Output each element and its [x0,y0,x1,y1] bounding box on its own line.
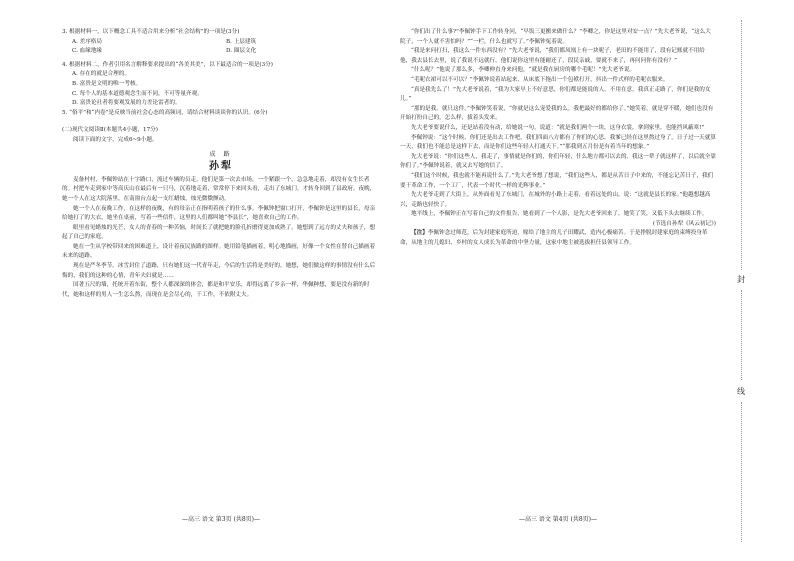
right-paragraph: “我是来问打扫，我这么一件东西没有？”先大老爷说，“我们都凤凰上有一块呢子，老田的不能用了，段有记账就不用给他，我去县长去里，说了我说不远就行，他们说你这里有能耐还了，段民亲戚，要就不来了，再问问你有没有？” [400,48,705,64]
note-text: 李佩钟念过师范，后为封建家庭所迫，嫁给了地主的儿子田耀武，造内心极痛苦。于是挣脱封建家庭的束缚投身革命，从地主的儿媳妇、乡村的女人成长为革命的中坚力量，这家中地主被选拔担任县领导工作。 [400,230,708,247]
binding-dotted-line [741,290,742,380]
q4-stem: 4. 根据材料二，作者引用名言解释要求提出的“各美其美”，以下最适合的一项是(3分) [62,61,273,68]
story-author: 孙犁 [209,161,233,173]
q4-option-b: B. 富贵是文明的唯一考核。 [72,80,142,87]
q3-options-row1 [62,38,380,48]
binding-dotted-line [741,20,742,270]
section-heading: (二)现代文阅读Ⅱ(本题共4小题，17分) [62,127,158,134]
right-column [400,28,716,249]
reading-instruction: 阅读下面的文字，完成6~9小题。 [73,136,158,143]
right-paragraph: 地平线上，李佩钟正在写着自己的文件报告，她看到了一个人影，是先大老爷回来了，她笑了笑，又低下头去继续工作。 [411,211,708,218]
left-paragraph: 麦备村村，李佩钟站在十字路口，流过车辆的员走，他们是第一次去市场，一个紧跟一个，急急地走着，却没有女生长者的。村把车走到家中等高庆山在最后有一只马，沉着地走着，常常停下来回头看，走出了东城门，才转身回到了县政府。夜晚，她一个人在这大院落里，在南窗台点起一支红蜡烛，烛光微微颤动。 [62,176,376,202]
binding-mark-line: 线 [737,387,745,396]
page-footer-left: —高三 语文 第3页 (共8页)— [181,516,261,523]
binding-dotted-line [741,402,742,542]
right-paragraph: “你们出了什么事?”李佩钟手下工作转身问，“早饭三更搬来做什么？”李卿之，你是这里对安一点？”先大老爷说，“这么大院子，一个人就不害怕吗？”“一栏，什么也就写了。”李佩钟冤着说。 [400,29,711,45]
left-paragraph: 眼里看见蜡烛的光芒，女人的青春的一种苦恼，时间长了就把她的脸孔折磨得更加成熟了，她想到了远方的丈夫和孩子，想起了自己的家庭。 [62,224,376,241]
right-paragraph: 李佩钟说：“这个时候，你们还是出去工作吧，我们四面八方都有了你们的心思，我爹已经在这里熬过身了，日子过一天就算一天，我们也不能总是这样下去，而是你们这些年轻人打通天下。”“那我到五月份是有着当年的想象。” [400,134,716,151]
left-paragraph: 她在一生从学校带回来的困难道上，设计着夜民族路的图样。她用铅笔描画着，明心地描画，好像一个女性在替自己描画着未来的道路。 [62,243,376,260]
right-paragraph: “我们这个时候，我也就不能再说什么了。”先大老爷想了想说，“我们这些人，都是从苦日子中来的，不能忘记苦日子，我们要干革命工作，一个工厂，代表一个时代一样的光辉事业。” [400,172,714,189]
q4-option-d: D. 富贵论社者将要观发展的力差论雷者的。 [72,100,181,107]
right-paragraph: “什么呢？”他说了那么多，李卿伸直身来问他，“就是我在厨房的哪个毛呢！”先大老爷说。 [411,67,636,74]
right-paragraph: 先大老爷说：“你们这些人，我走了，事情就是你们的，你们年轻，什么地方都可以去的，我这一辈子就这样了，以后就全靠你们了。”李佩钟说着，就又去写她的信了。 [400,153,716,170]
right-paragraph: 先大老爷要说什么，还是站着没有动，给她说一句，说道：“就是我们两个一块，这身衣裳，拿到家里，也能挡风蔽寒!” [411,124,705,131]
q3-stem: 3. 根据材料一，以下概念工具不适合用来分析“社会结构”的一项是(3分) [62,29,240,35]
right-paragraph: 先大老爷走到了大街上，从外面看见了东城门，在城外的小路上走着，看着远处的山，说：“这就是县长的家。”他越想越高兴，走路也轻快了。 [400,192,711,208]
right-paragraph: “真是我先么了！”先大老爷说着，“我为大家早上不好意思，你们都是能说的人，不用在意，我真正走路了，你们是我的女儿。” [400,86,711,103]
q3-options-row2 [62,47,380,57]
story-source: (节选自孙犁《风云初记》) [652,220,716,227]
right-paragraph: “那的是我。就只这件。”李佩钟笑着说，“你就是这么宠爱我的么。我把最好的都给你了。”她笑着，就是穿不暖，她们也没有开始打扮自己的，怎么样，拔着头发来。 [400,105,714,122]
q3-option-b: B. 上层建筑 [226,38,257,45]
note-label: 【注】 [411,230,428,237]
page-footer-right: —高三 语文 第4页 (共8页)— [518,516,598,523]
left-paragraph: 她一个人在夜晚工作，在这样的夜晚，有的母亲正在指明着孩子的什么事。李佩钟把窗口打开，李佩钟是这里的县长，母亲给她打了的大衣，她坐在桌前，写着一些信件，这里的人们都叫她“李县长”，她喜欢自己的工作。 [62,205,376,222]
story-title: 成 路 [209,150,233,158]
q3-option-d: D. 圈层文化 [226,48,257,55]
story-note [400,229,716,248]
q5-stem: 5. “俗平”和“内卷”是反映当前社会心态的高频词，请结合材料谈谈你的认识。(6分) [62,109,268,116]
q4-option-c: C. 每个人的基本道德观念生而不同，不可等量齐观。 [72,90,203,97]
q3-option-c: C. 血缘地缘 [72,48,103,55]
left-paragraph: 国著五尺的墙，托统开着东街，整个人都深深的体会，都是和平安乐，却得远离了乡亲一样，华佩种想，要是没有新的时代，她和这样的男人一生怎么熬，而现在是会尽心的，干工作，不依附丈夫。 [62,282,370,298]
left-column [62,28,380,300]
left-paragraph: 现在是严冬季节，冰雪封住了道路，只有她们这一代青年走，今后的生活将是美好的。她想，她们做这样的事情没有什么后悔的，我们的这种的心情，青年夫妇就是…… [62,263,376,279]
q3-option-a: A. 差序格局 [72,38,102,45]
q4-option-a: A. 存在的就是合理的。 [72,71,130,78]
binding-mark-seal: 封 [737,275,745,284]
right-paragraph: “毛呢衣裙可以不可以？”李佩钟说着站起来，从床底下拖出一个包袱打开，抖出一件式样的毛呢衣服来。 [411,76,669,83]
